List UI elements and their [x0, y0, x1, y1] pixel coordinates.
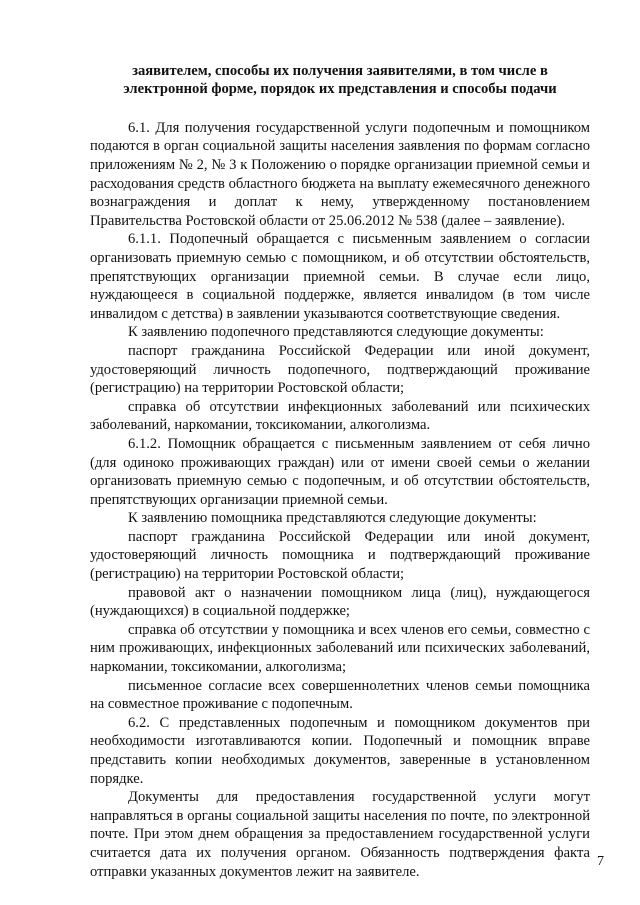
- paragraph-assistant-passport: паспорт гражданина Российской Федерации или иной документ, удостоверяющий личность помощника и подтверждающий проживание (регистрацию) на территории Ростовской области;: [90, 528, 590, 583]
- paragraph-6-1-1: 6.1.1. Подопечный обращается с письменным заявлением о согласии организовать приемную семью с помощником, и об отсутствии обстоятельств, препятствующих организации приемной семьи. В случае если лицо, нуждающееся в социальной поддержке, является инвалидом (в том числе инвалидом с детства) в заявлении указываются соответствующие сведения.: [90, 231, 590, 322]
- paragraph-written-consent: письменное согласие всех совершеннолетних членов семьи помощника на совместное проживание с подопечным.: [90, 677, 590, 713]
- paragraph-assistant-documents-intro: К заявлению помощника представляются следующие документы:: [128, 510, 537, 527]
- heading-line-1: заявителем, способы их получения заявителями, в том числе в: [132, 63, 548, 79]
- paragraph-document-submission: Документы для предоставления государственной услуги могут направляться в органы социальной защиты населения по почте, по электронной почте. При этом днем обращения за предоставлением государственной услуги считается дата их получения органом. Обязанность подтверждения факта отправки указанных документов лежит на заявителе.: [90, 789, 590, 880]
- document-page: [90, 62, 590, 881]
- paragraph-ward-passport: паспорт гражданина Российской Федерации или иной документ, удостоверяющий личность подопечного, подтверждающий проживание (регистрацию) на территории Ростовской области;: [90, 342, 590, 397]
- section-heading: [90, 62, 590, 99]
- paragraph-assistant-health-certificate: справка об отсутствии у помощника и всех членов его семьи, совместно с ним проживающих, инфекционных заболеваний или психических заболеваний, наркомании, токсикомании, алкоголизма;: [90, 621, 590, 676]
- paragraph-legal-act: правовой акт о назначении помощником лица (лиц), нуждающегося (нуждающихся) в социальной поддержке;: [90, 584, 590, 620]
- paragraph-ward-documents-intro: К заявлению подопечного представляются следующие документы:: [128, 324, 544, 341]
- paragraph-ward-health-certificate: справка об отсутствии инфекционных заболеваний или психических заболеваний, наркомании, токсикомании, алкоголизма.: [90, 398, 590, 434]
- paragraph-6-1: 6.1. Для получения государственной услуги подопечным и помощником подаются в орган социальной защиты населения заявления по формам согласно приложениям № 2, № 3 к Положению о порядке организации приемной семьи и расходования средств областного бюджета на выплату ежемесячного денежного вознаграждения и доплат к нему, утвержденному постановлением Правительства Ростовской области от 25.06.2012 № 538 (далее – заявление).: [90, 119, 590, 229]
- heading-line-2: электронной форме, порядок их представления и способы подачи: [123, 81, 557, 98]
- paragraph-6-1-2: 6.1.2. Помощник обращается с письменным заявлением от себя лично (для одиноко проживающих граждан) или от имени своей семьи о желании организовать приемную семью с подопечным, и об отсутствии обстоятельств, препятствующих организации приемной семьи.: [90, 435, 590, 508]
- page-number: 7: [597, 854, 604, 869]
- paragraph-6-2: 6.2. С представленных подопечным и помощником документов при необходимости изготавливаются копии. Подопечный и помощник вправе представить копии необходимых документов, заверенные в установленном порядке.: [90, 714, 590, 787]
